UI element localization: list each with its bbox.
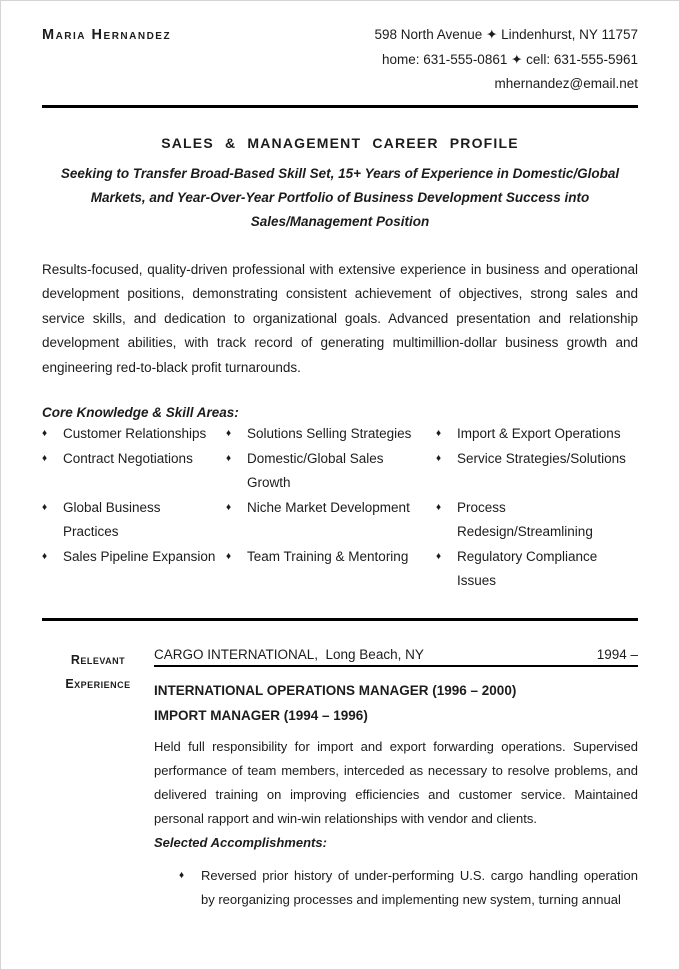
diamond-bullet-icon: ♦ xyxy=(436,550,442,562)
person-name: Maria Hernandez xyxy=(42,27,172,43)
address-line: 598 North Avenue ✦ Lindenhurst, NY 11757 xyxy=(374,27,638,42)
skill-item xyxy=(436,496,638,545)
diamond-bullet-icon: ♦ xyxy=(436,428,442,439)
skill-label: Service Strategies/Solutions xyxy=(457,450,626,466)
skills-heading: Core Knowledge & Skill Areas: xyxy=(42,405,239,420)
job-description: Held full responsibility for import and export forwarding operations. Supervised performance of team members, interceded as necessary to resolve problems, and delivered training on improving efficiencies and customer service. Maintained personal rapport and win-win relationships with vendor and clients. xyxy=(154,738,638,826)
skills-grid xyxy=(42,422,638,594)
skill-label: Domestic/Global Sales Growth xyxy=(247,450,384,490)
diamond-bullet-icon: ♦ xyxy=(42,452,48,464)
experience-content xyxy=(154,647,638,912)
skill-item xyxy=(226,447,436,496)
skill-label: Customer Relationships xyxy=(63,426,207,441)
skill-item xyxy=(436,422,638,447)
diamond-bullet-icon: ♦ xyxy=(226,501,232,513)
skill-label: Global Business Practices xyxy=(63,499,161,539)
skill-item xyxy=(42,422,226,447)
accomplishments-heading: Selected Accomplishments: xyxy=(154,834,327,850)
skill-item xyxy=(42,447,226,496)
diamond-bullet-icon: ♦ xyxy=(226,452,232,464)
company-name: CARGO INTERNATIONAL, Long Beach, NY xyxy=(154,646,424,662)
job-title-2: IMPORT MANAGER (1994 – 1996) xyxy=(154,707,368,723)
experience-section xyxy=(42,647,638,912)
diamond-bullet-icon: ♦ xyxy=(436,452,442,464)
company-row xyxy=(154,647,638,667)
skill-label: Import & Export Operations xyxy=(457,426,621,441)
experience-label-line2: Experience xyxy=(65,676,131,691)
skill-item xyxy=(42,545,226,594)
profile-title: SALES & MANAGEMENT CAREER PROFILE xyxy=(161,134,519,151)
skill-label: Team Training & Mentoring xyxy=(247,548,409,564)
diamond-bullet-icon: ♦ xyxy=(226,550,232,562)
email-text: mhernandez@email.net xyxy=(494,76,638,91)
diamond-bullet-icon: ♦ xyxy=(42,428,48,439)
contact-block xyxy=(374,23,638,97)
section-divider xyxy=(42,618,638,621)
diamond-bullet-icon: ♦ xyxy=(436,501,442,513)
experience-section-label xyxy=(42,647,154,912)
accomplishment-text: Reversed prior history of under-performing U.S. cargo handling operation by reorganizing processes and implementing new system, turning annual xyxy=(201,867,638,907)
header-divider xyxy=(42,105,638,108)
diamond-bullet-icon: ♦ xyxy=(42,550,48,562)
experience-label-line1: Relevant xyxy=(70,652,126,667)
accomplishment-item xyxy=(154,864,638,912)
job-titles xyxy=(154,678,638,728)
skill-item xyxy=(226,422,436,447)
profile-objective: Seeking to Transfer Broad-Based Skill Set, 15+ Years of Experience in Domestic/Global Markets, and Year-Over-Year Portfolio of Business Development Success into Sales/Management Position xyxy=(60,165,620,229)
diamond-bullet-icon: ♦ xyxy=(42,501,48,513)
skill-item xyxy=(226,496,436,545)
skill-label: Sales Pipeline Expansion xyxy=(63,548,216,564)
skill-label: Niche Market Development xyxy=(247,499,410,515)
skill-label: Process Redesign/Streamlining xyxy=(457,499,593,539)
company-dates: 1994 – xyxy=(596,646,638,662)
diamond-bullet-icon: ♦ xyxy=(226,428,232,439)
job-title-1: INTERNATIONAL OPERATIONS MANAGER (1996 – 2000) xyxy=(154,682,517,698)
diamond-bullet-icon: ♦ xyxy=(179,869,185,881)
skill-item xyxy=(226,545,436,594)
skill-item xyxy=(436,545,638,594)
phone-line: home: 631-555-0861 ✦ cell: 631-555-5961 xyxy=(382,51,638,67)
skill-item xyxy=(42,496,226,545)
header xyxy=(42,23,638,97)
profile-summary: Results-focused, quality-driven professional with extensive experience in business and operational development positions, demonstrating consistent achievement of objectives, strong sales and service skills, and dedication to organizational goals. Advanced presentation and relationship development abilities, with track record of generating multimillion-dollar business growth and engineering red-to-black profit turnarounds. xyxy=(42,261,638,375)
skill-label: Regulatory Compliance Issues xyxy=(457,548,598,588)
skill-item xyxy=(436,447,638,496)
skill-label: Solutions Selling Strategies xyxy=(247,426,412,441)
skill-label: Contract Negotiations xyxy=(63,450,193,466)
